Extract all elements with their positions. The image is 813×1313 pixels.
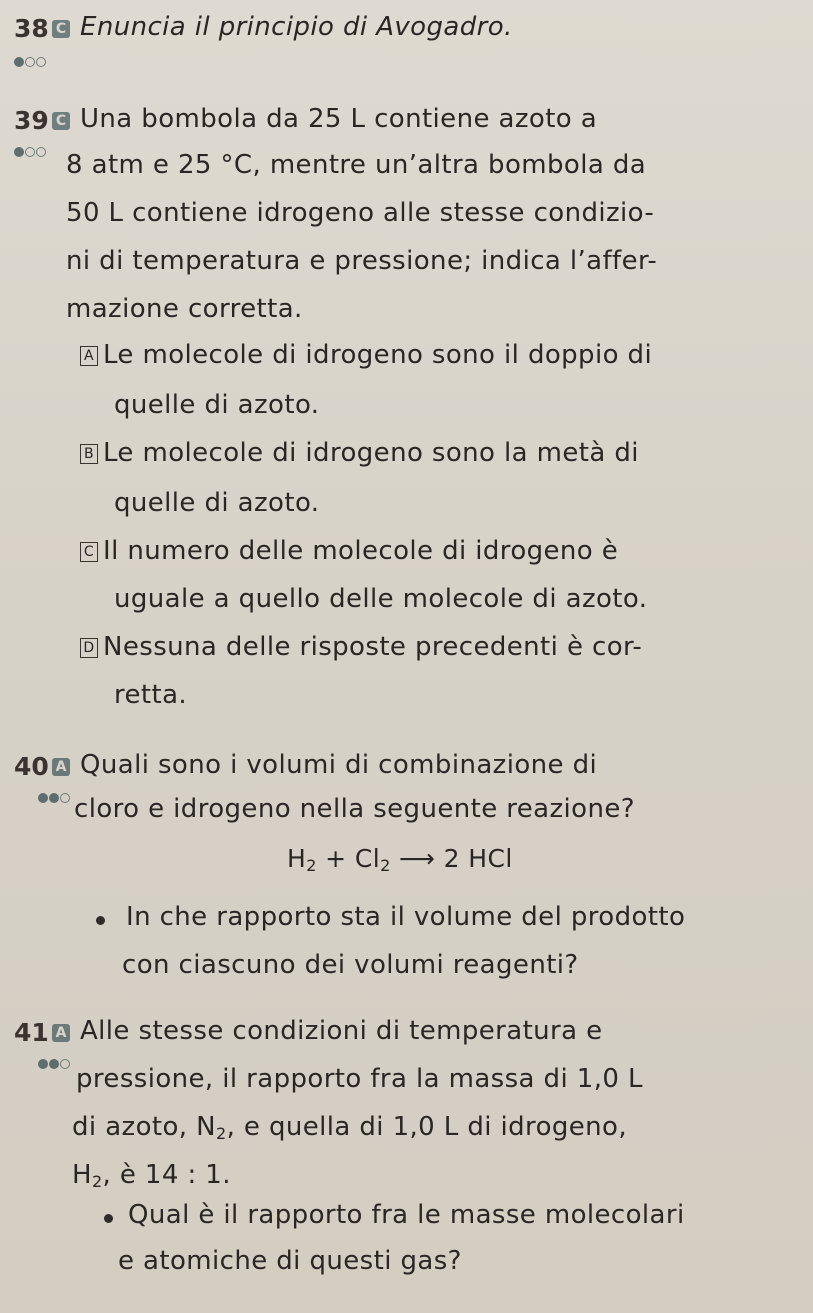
difficulty-badge: C — [52, 20, 70, 38]
option-text: Le molecole di idrogeno sono il doppio di — [103, 340, 653, 370]
difficulty-dots-icon — [14, 52, 47, 71]
question-line: 50 L contiene idrogeno alle stesse condizio- — [66, 198, 655, 228]
option-text: retta. — [114, 680, 188, 710]
exercise-number: 40 — [14, 752, 49, 781]
reaction-arrow-icon: ⟶ — [399, 844, 436, 873]
question-line: di azoto, $N_2$, e quella di 1,0 L di idrogeno, — [72, 1112, 628, 1143]
bullet-icon — [96, 916, 105, 925]
exercise-number: 39 — [14, 106, 49, 135]
exercise-number: 41 — [14, 1018, 49, 1047]
difficulty-dots-icon — [38, 1054, 71, 1073]
option-text: Le molecole di idrogeno sono la metà di — [103, 438, 639, 468]
option-text: uguale a quello delle molecole di azoto. — [114, 584, 648, 614]
question-line: Alle stesse condizioni di temperatura e — [80, 1016, 603, 1046]
sub-question-line: e atomiche di questi gas? — [118, 1246, 462, 1276]
option-letter-box: B — [80, 444, 98, 464]
question-line: pressione, il rapporto fra la massa di 1,0 L — [76, 1064, 643, 1094]
sub-question-line: In che rapporto sta il volume del prodotto — [126, 902, 686, 932]
option-text: Nessuna delle risposte precedenti è cor- — [103, 632, 643, 662]
question-line: $H_2$, è 14 : 1. — [72, 1160, 231, 1191]
option-text: quelle di azoto. — [114, 390, 320, 420]
sub-question-line: con ciascuno dei volumi reagenti? — [122, 950, 579, 980]
question-line: mazione corretta. — [66, 294, 303, 324]
bullet-icon — [104, 1214, 113, 1223]
option-letter-box: C — [80, 542, 98, 562]
difficulty-badge: A — [52, 758, 70, 776]
exercise-text: Enuncia il principio di Avogadro. — [80, 12, 513, 42]
difficulty-badge: C — [52, 112, 70, 130]
exercise-number: 38 — [14, 14, 49, 43]
question-line: cloro e idrogeno nella seguente reazione? — [74, 794, 635, 824]
question-line: ni di temperatura e pressione; indica l’affer- — [66, 246, 658, 276]
option-letter-box: A — [80, 346, 98, 366]
option-text: quelle di azoto. — [114, 488, 320, 518]
difficulty-dots-icon — [38, 788, 71, 807]
option-text: Il numero delle molecole di idrogeno è — [103, 536, 619, 566]
question-line: Una bombola da 25 L contiene azoto a — [80, 104, 598, 134]
reaction-equation: $H_2 + Cl_2$ ⟶ 2 HCl — [287, 844, 513, 875]
difficulty-badge: A — [52, 1024, 70, 1042]
question-line: 8 atm e 25 °C, mentre un’altra bombola da — [66, 150, 647, 180]
option-letter-box: D — [80, 638, 98, 658]
question-line: Quali sono i volumi di combinazione di — [80, 750, 598, 780]
sub-question-line: Qual è il rapporto fra le masse molecolari — [128, 1200, 685, 1230]
difficulty-dots-icon — [14, 142, 47, 161]
